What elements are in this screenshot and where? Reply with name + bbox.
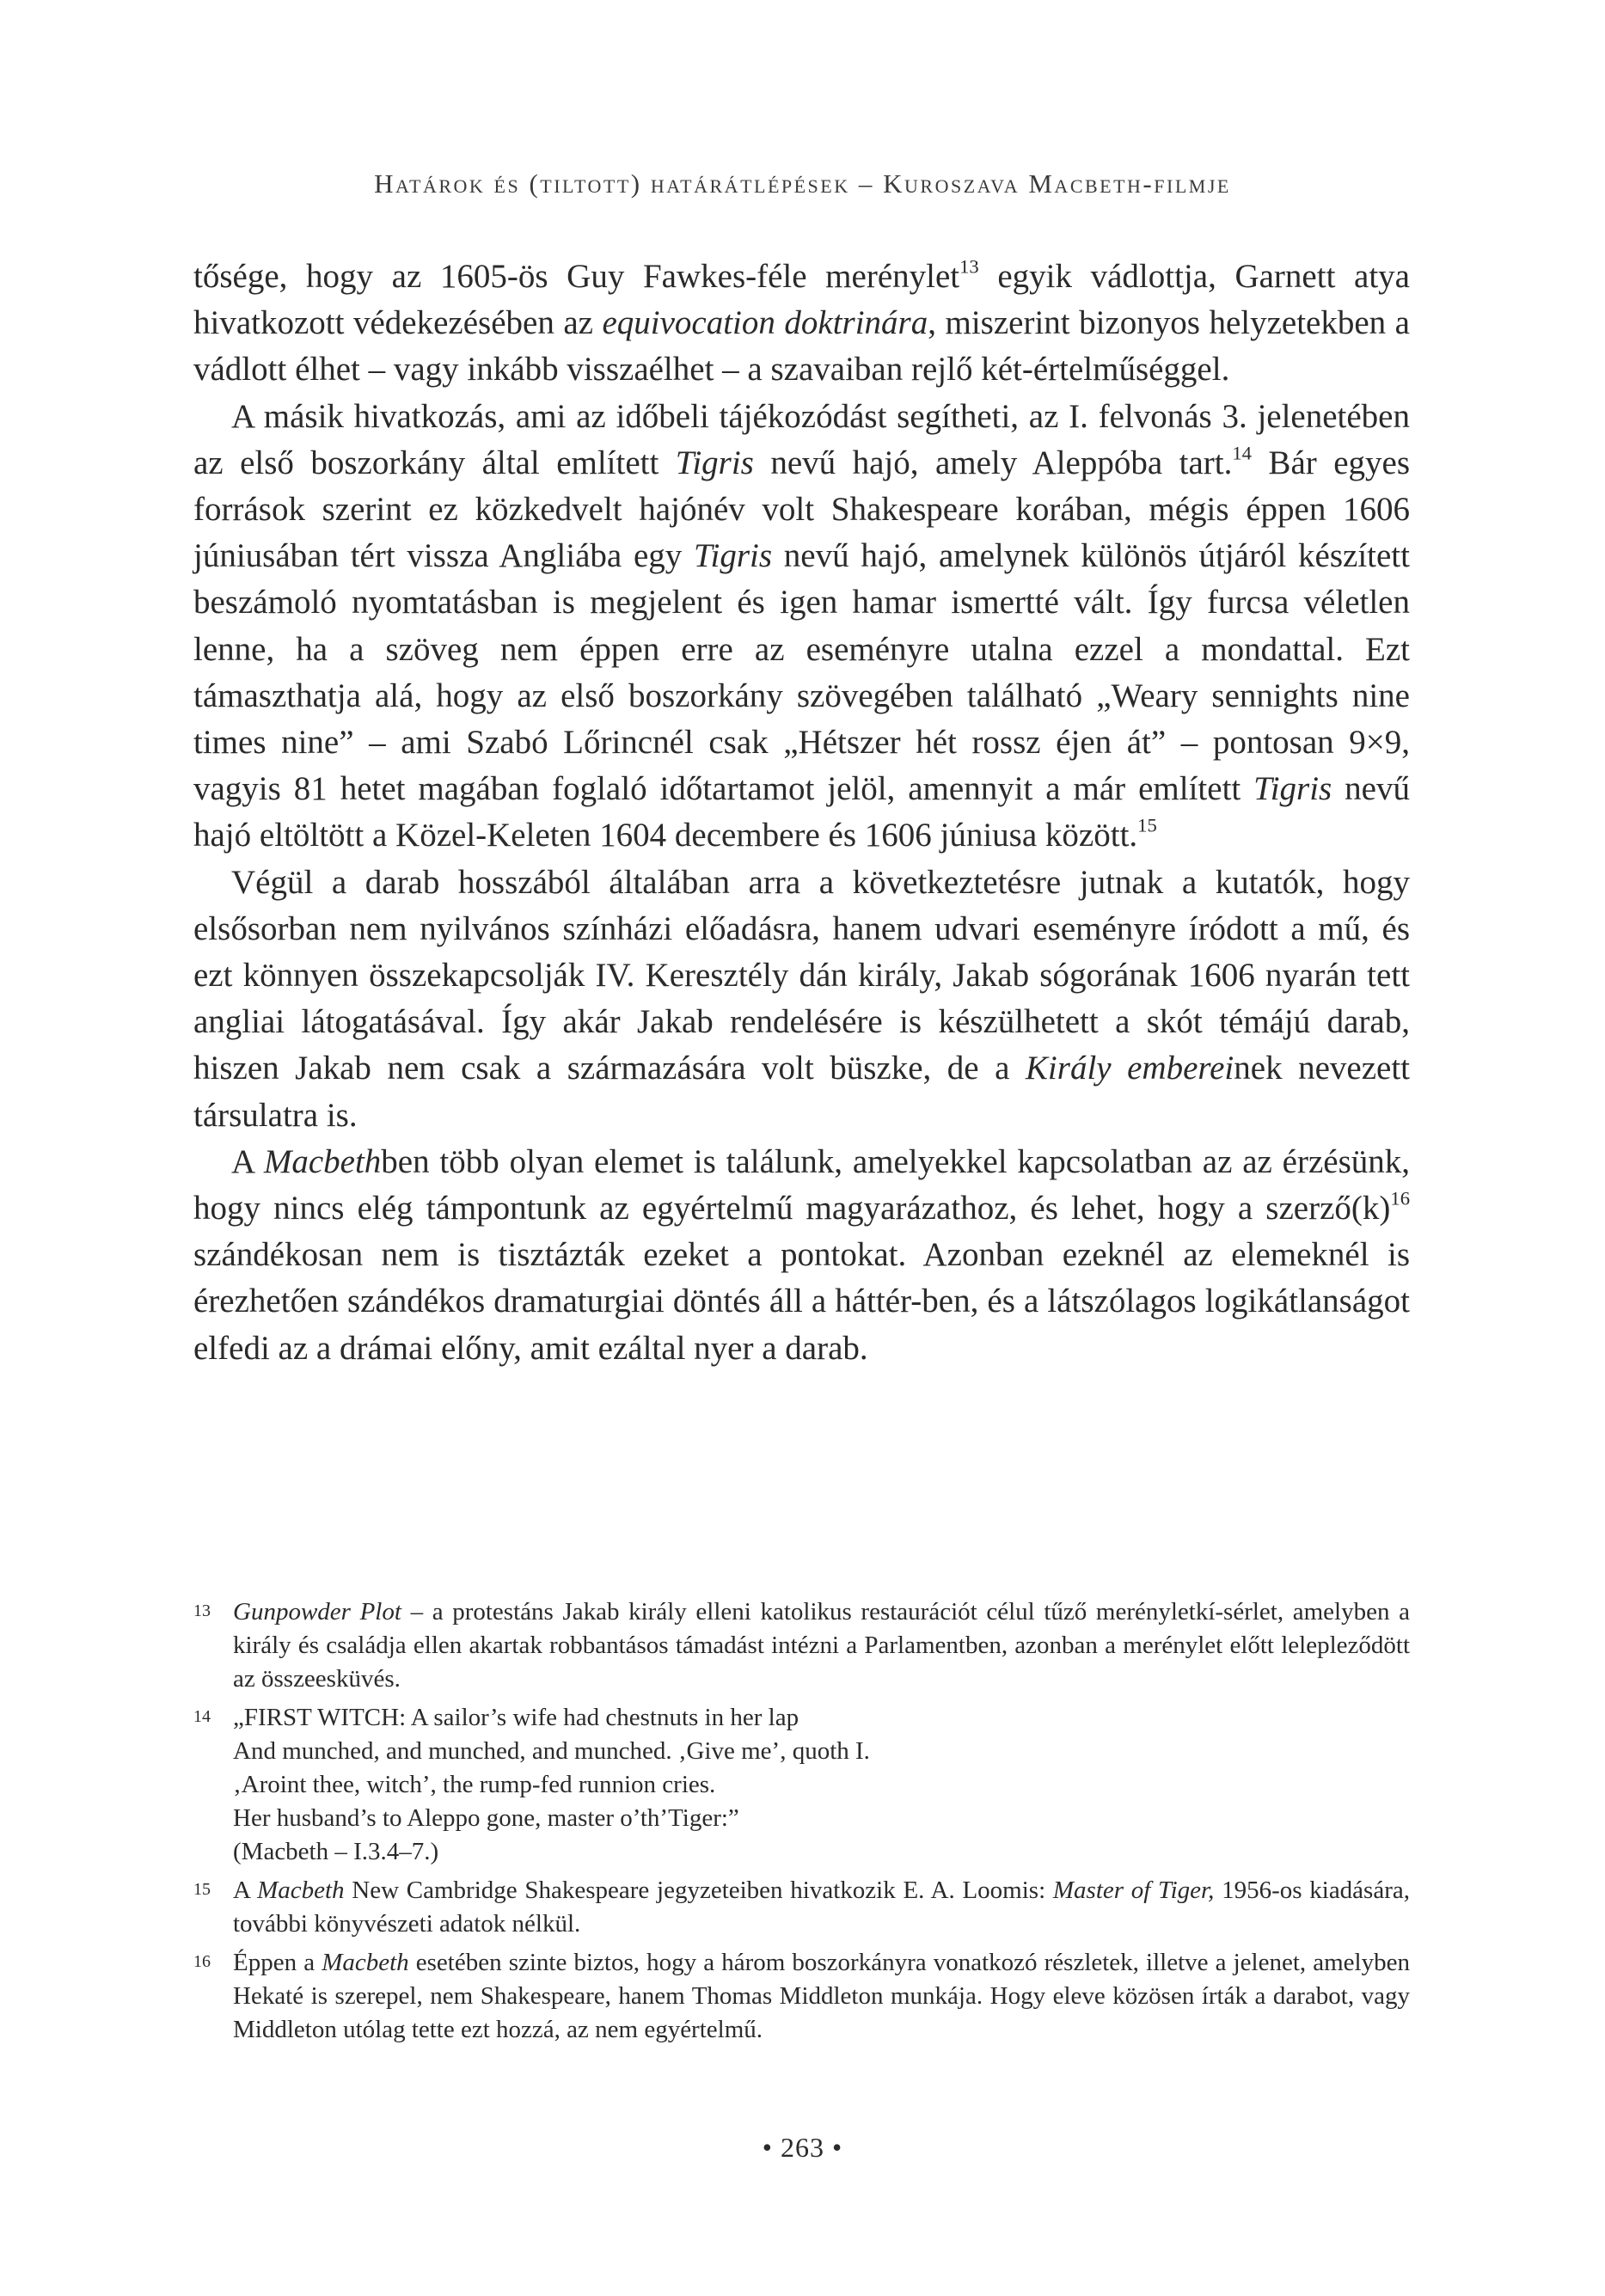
footnote-number: 16 [193,1952,211,1971]
italic-term: Gunpowder Plot [233,1598,401,1626]
footnotes [193,1595,1410,2052]
italic-term: equivocation doktrinára [602,304,928,342]
body-text [193,254,1410,1372]
text-run: Bár egyes források szerint ez közkedvelt hajónév volt Shakespeare korában, mégis éppen 1606 júniusában tért vissza Angliába egy [193,444,1410,575]
running-head: Határok és (tiltott) határátlépések – Kuroszava Macbeth-filmje [374,168,1231,199]
italic-term: Master of Tiger, [1052,1877,1215,1904]
footnote-ref-16: 16 [1390,1187,1410,1209]
italic-term: Tigris [693,537,773,575]
text-run: ben több olyan elemet is találunk, amelyekkel kapcsolatban az az érzésünk, hogy nincs elég támpontunk az egyértelmű magyarázathoz, és lehet, hogy a szerző(k) [193,1142,1411,1228]
quote-line: Her husband’s to Aleppo gone, master o’th’Tiger:” [233,1804,739,1832]
text-run: egyik vádlottja, Garnett atya hivatkozott védekezésében az [193,258,1410,342]
italic-term: Király emberei [1025,1050,1234,1087]
text-run: New Cambridge Shakespeare jegyzeteiben hivatkozik E. A. Loomis: [344,1877,1053,1904]
text-run: 1956-os kiadására, további könyvészeti adatok nélkül. [233,1877,1410,1938]
text-run: A másik hivatkozás, ami az időbeli tájékozódást segítheti, az I. felvonás 3. jelenetében az első boszorkány által említett [193,397,1410,481]
paragraph-3 [193,860,1410,1139]
text-run: , miszerint bizonyos helyzetekben a vádlott élhet – vagy inkább visszaélhet – a szavaiban rejlő két-értelműséggel. [193,304,1410,389]
text-run: nevű hajó eltöltött a Közel-Keleten 1604 decembere és 1606 júniusa között. [193,770,1410,854]
text-run: – a protestáns Jakab király elleni katolikus restaurációt célul tűző merényletkí-sérlet, amelyben a király és családja ellen akartak robbantásos támadást intézni a Parlamentben, azonban a merénylet előtt lelepleződött az összeesküvés. [233,1598,1410,1693]
paragraph-2 [193,394,1410,860]
footnote-number: 15 [193,1880,211,1899]
italic-term: Macbeth [257,1877,345,1904]
text-run: A [231,1142,264,1180]
text-run: Végül a darab hosszából általában arra a következtetésre jutnak a kutatók, hogy elsősorban nem nyilvános színházi előadásra, hanem udvari eseményre íródott a mű, és ezt könnyen összekapcsolják IV. Keresztély dán király, Jakab sógorának 1606 nyarán tett angliai látogatásával. Így akár Jakab rendelésére is készülhetett a skót témájú darab, hiszen Jakab nem csak a származására volt büszke, de a [193,863,1410,1087]
quote-line: And munched, and munched, and munched. ‚Give me’, quoth I. [233,1737,870,1765]
text-run: Éppen a [233,1949,322,1976]
text-run: nevű hajó, amelynek különös útjáról készített beszámoló nyomtatásban is megjelent és igen hamar ismertté vált. Így furcsa véletlen lenne, ha a szöveg nem éppen erre az eseményre utalna ezzel a mondattal. Ezt támaszthatja alá, hogy az első boszorkány szövegében található „Weary sennights nine times nine” – ami Szabó Lőrincnél csak „Hétszer hét rossz éjen át” – pontosan 9×9, vagyis 81 hetet magában foglaló időtartamot jelöl, amennyit a már említett [193,537,1410,808]
footnote-ref-14: 14 [1232,442,1252,464]
paragraph-1 [193,254,1410,394]
text-run: nek nevezett társulatra is. [193,1050,1410,1134]
text-run: esetében szinte biztos, hogy a három boszorkányra vonatkozó részletek, illetve a jelenet, amelyben Hekaté is szerepel, nem Shakespeare, hanem Thomas Middleton munkája. Hogy eleve közösen írták a darabot, vagy Middleton utólag tette ezt hozzá, az nem egyértelmű. [233,1949,1410,2043]
footnote-ref-15: 15 [1137,815,1157,837]
quote-source: (Macbeth – I.3.4–7.) [233,1838,439,1865]
quote-line: „FIRST WITCH: A sailor’s wife had chestnuts in her lap [233,1704,799,1731]
footnote-ref-13: 13 [959,255,979,278]
text-run: A [233,1877,258,1904]
footnote-number: 14 [193,1707,211,1726]
text-run: tősége, hogy az 1605-ös Guy Fawkes-féle merénylet [193,258,960,295]
italic-term: Tigris [1253,770,1332,808]
italic-term: Tigris [675,444,754,481]
quote-line: ‚Aroint thee, witch’, the rump-fed runnion cries. [233,1771,716,1798]
footnote-14 [193,1701,1410,1869]
page-number: • 263 • [762,2132,843,2163]
footnote-15 [193,1874,1410,1941]
paragraph-4 [193,1139,1410,1372]
text-run: nevű hajó, amely Aleppóba tart. [753,444,1233,481]
text-run: szándékosan nem is tisztázták ezeket a pontokat. Azonban ezeknél az elemeknél is érezhetően szándékos dramaturgiai döntés áll a háttér-ben, és a látszólagos logikátlanságot elfedi az a drámai előny, amit ezáltal nyer a darab. [193,1236,1410,1367]
footnote-number: 13 [193,1601,211,1620]
italic-term: Macbeth [263,1142,382,1180]
footnote-13 [193,1595,1410,1696]
italic-term: Macbeth [322,1949,409,1976]
footnote-16 [193,1946,1410,2047]
